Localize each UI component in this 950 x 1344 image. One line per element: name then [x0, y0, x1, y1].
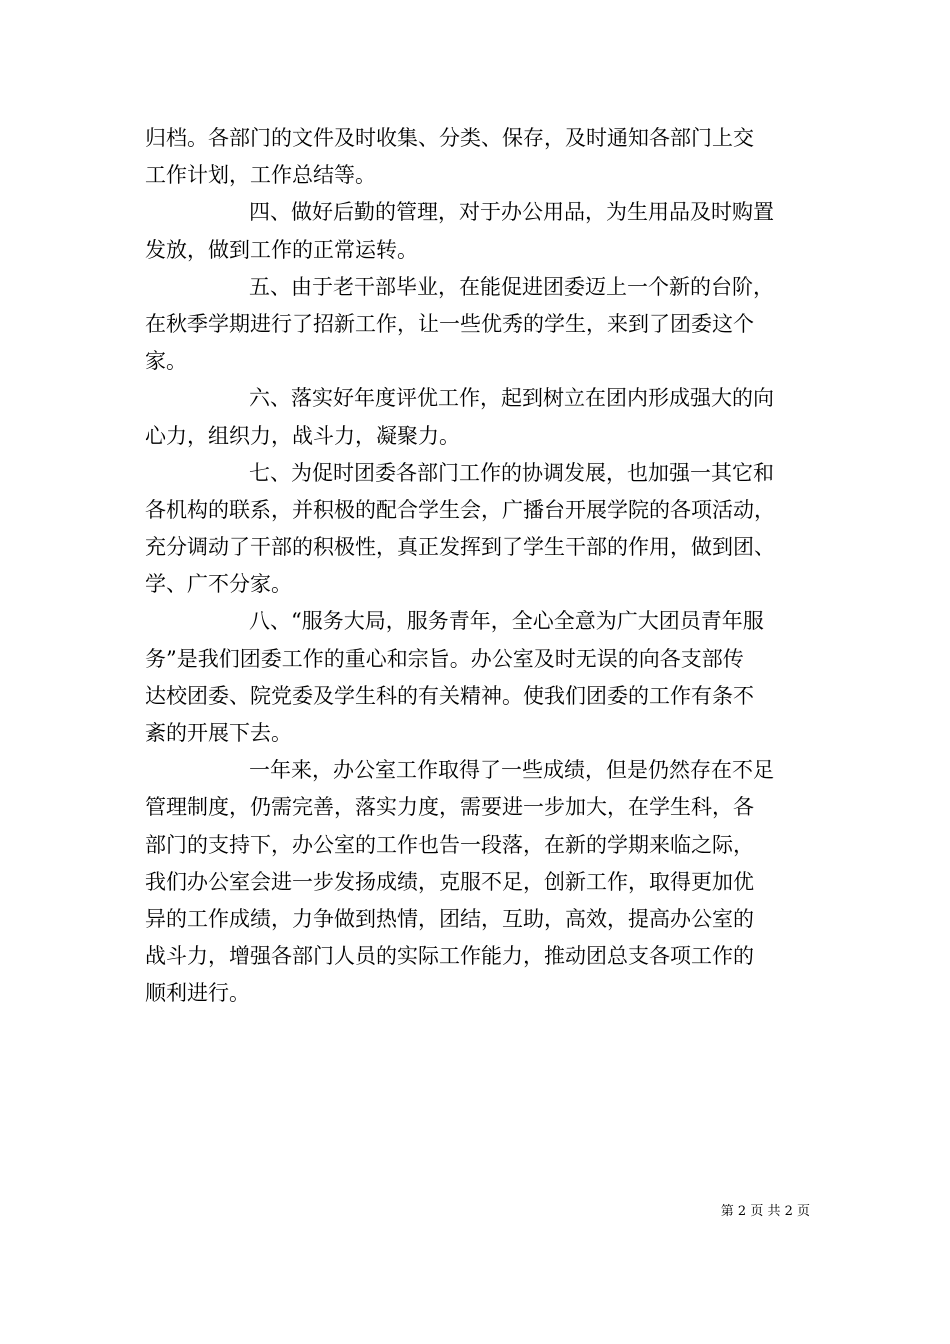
paragraph-continuation: [145, 120, 810, 194]
text-line: 心力，组织力，战斗力，凝聚力。: [145, 423, 460, 448]
text-line: 达校团委、院党委及学生科的有关精神。使我们团委的工作有条不: [145, 683, 754, 708]
text-line: 四、做好后勤的管理，对于办公用品，为生用品及时购置: [249, 200, 774, 225]
text-line: 七、为促时团委各部门工作的协调发展，也加强一其它和: [249, 460, 774, 485]
text-line: 归档。各部门的文件及时收集、分类、保存，及时通知各部门上交: [145, 126, 754, 150]
page-number-footer: 第 2 页 共 2 页: [720, 1204, 810, 1219]
text-line: 学、广不分家。: [145, 572, 292, 597]
text-line: 工作计划，工作总结等。: [145, 163, 376, 188]
text-line: 充分调动了干部的积极性，真正发挥到了学生干部的作用，做到团、: [145, 535, 775, 560]
text-line: 战斗力，增强各部门人员的实际工作能力，推动团总支各项工作的: [145, 944, 754, 969]
paragraph-item-6: [145, 380, 810, 454]
text-line: 发放，做到工作的正常运转。: [145, 237, 418, 262]
text-line: 一年来，办公室工作取得了一些成绩，但是仍然存在不足: [249, 758, 774, 783]
text-line: 八、“服务大局，服务青年，全心全意为广大团员青年服: [249, 609, 764, 634]
text-line: 异的工作成绩，力争做到热情，团结，互助，高效，提高办公室的: [145, 906, 754, 931]
text-line: 我们办公室会进一步发扬成绩，克服不足，创新工作，取得更加优: [145, 869, 754, 894]
text-line: 六、落实好年度评优工作，起到树立在团内形成强大的向: [249, 386, 774, 411]
text-line: 各机构的联系，并积极的配合学生会，广播台开展学院的各项活动，: [145, 497, 775, 522]
document-body: [145, 120, 810, 1013]
text-line: 部门的支持下，办公室的工作也告一段落，在新的学期来临之际，: [145, 832, 754, 857]
text-line: 家。: [145, 349, 187, 374]
text-line: 五、由于老干部毕业，在能促进团委迈上一个新的台阶，: [249, 274, 774, 299]
paragraph-item-5: [145, 269, 810, 381]
text-line: 务”是我们团委工作的重心和宗旨。办公室及时无误的向各支部传: [145, 646, 744, 671]
paragraph-summary: [145, 752, 810, 1012]
text-line: 顺利进行。: [145, 981, 250, 1006]
paragraph-item-4: [145, 194, 810, 268]
text-line: 紊的开展下去。: [145, 721, 292, 745]
paragraph-item-7: [145, 455, 810, 604]
paragraph-item-8: [145, 603, 810, 752]
text-line: 管理制度，仍需完善，落实力度，需要进一步加大，在学生科，各: [145, 795, 754, 820]
text-line: 在秋季学期进行了招新工作，让一些优秀的学生，来到了团委这个: [145, 311, 754, 336]
